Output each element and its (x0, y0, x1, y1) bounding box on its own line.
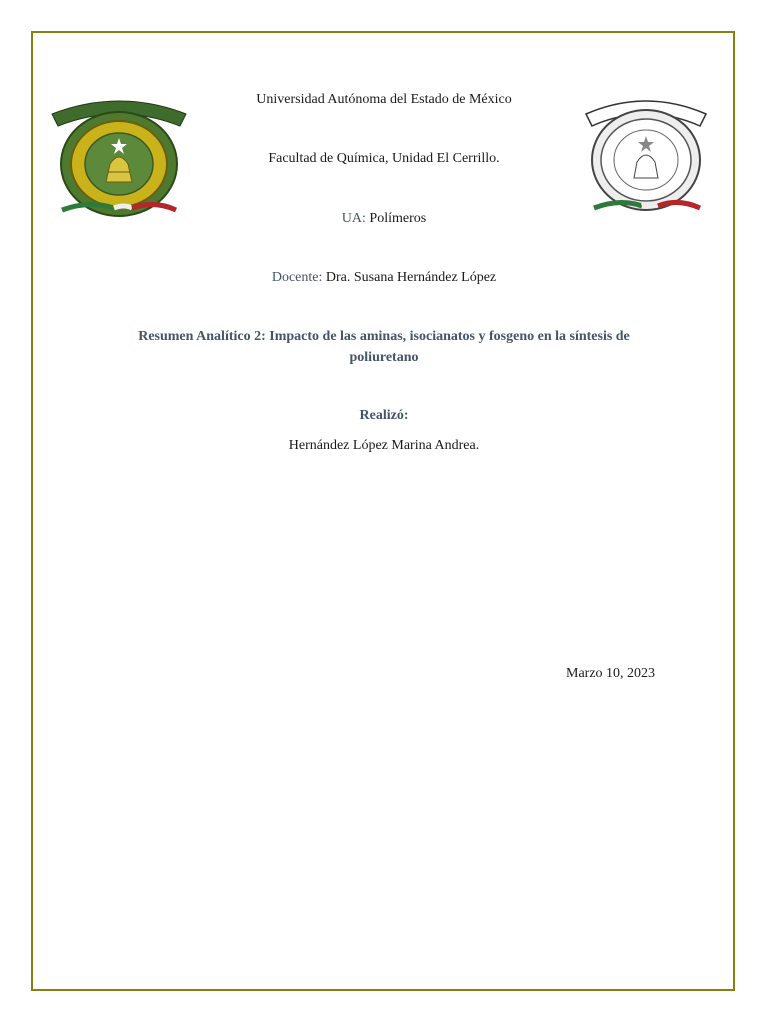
docente-value: Dra. Susana Hernández López (325, 270, 497, 285)
docente-colon: : (318, 270, 323, 285)
document-title-line2: poliuretano (349, 350, 419, 365)
ua-label: UA (341, 211, 363, 226)
faculty-name: Facultad de Química, Unidad El Cerrillo. (268, 151, 500, 166)
author-name: Hernández López Marina Andrea. (288, 438, 480, 453)
document-title-line1: Resumen Analítico 2: Impacto de las aminas, isocianatos y fosgeno en la síntesis de (138, 329, 630, 344)
docente-line (0, 270, 768, 286)
university-name: Universidad Autónoma del Estado de México (256, 92, 512, 107)
author-label: Realizó: (359, 408, 409, 423)
ua-line (0, 211, 768, 227)
document-date: Marzo 10, 2023 (566, 666, 656, 681)
docente-label: Docente (271, 270, 319, 285)
ua-colon: : (362, 211, 366, 226)
ua-value: Polímeros (369, 211, 427, 226)
